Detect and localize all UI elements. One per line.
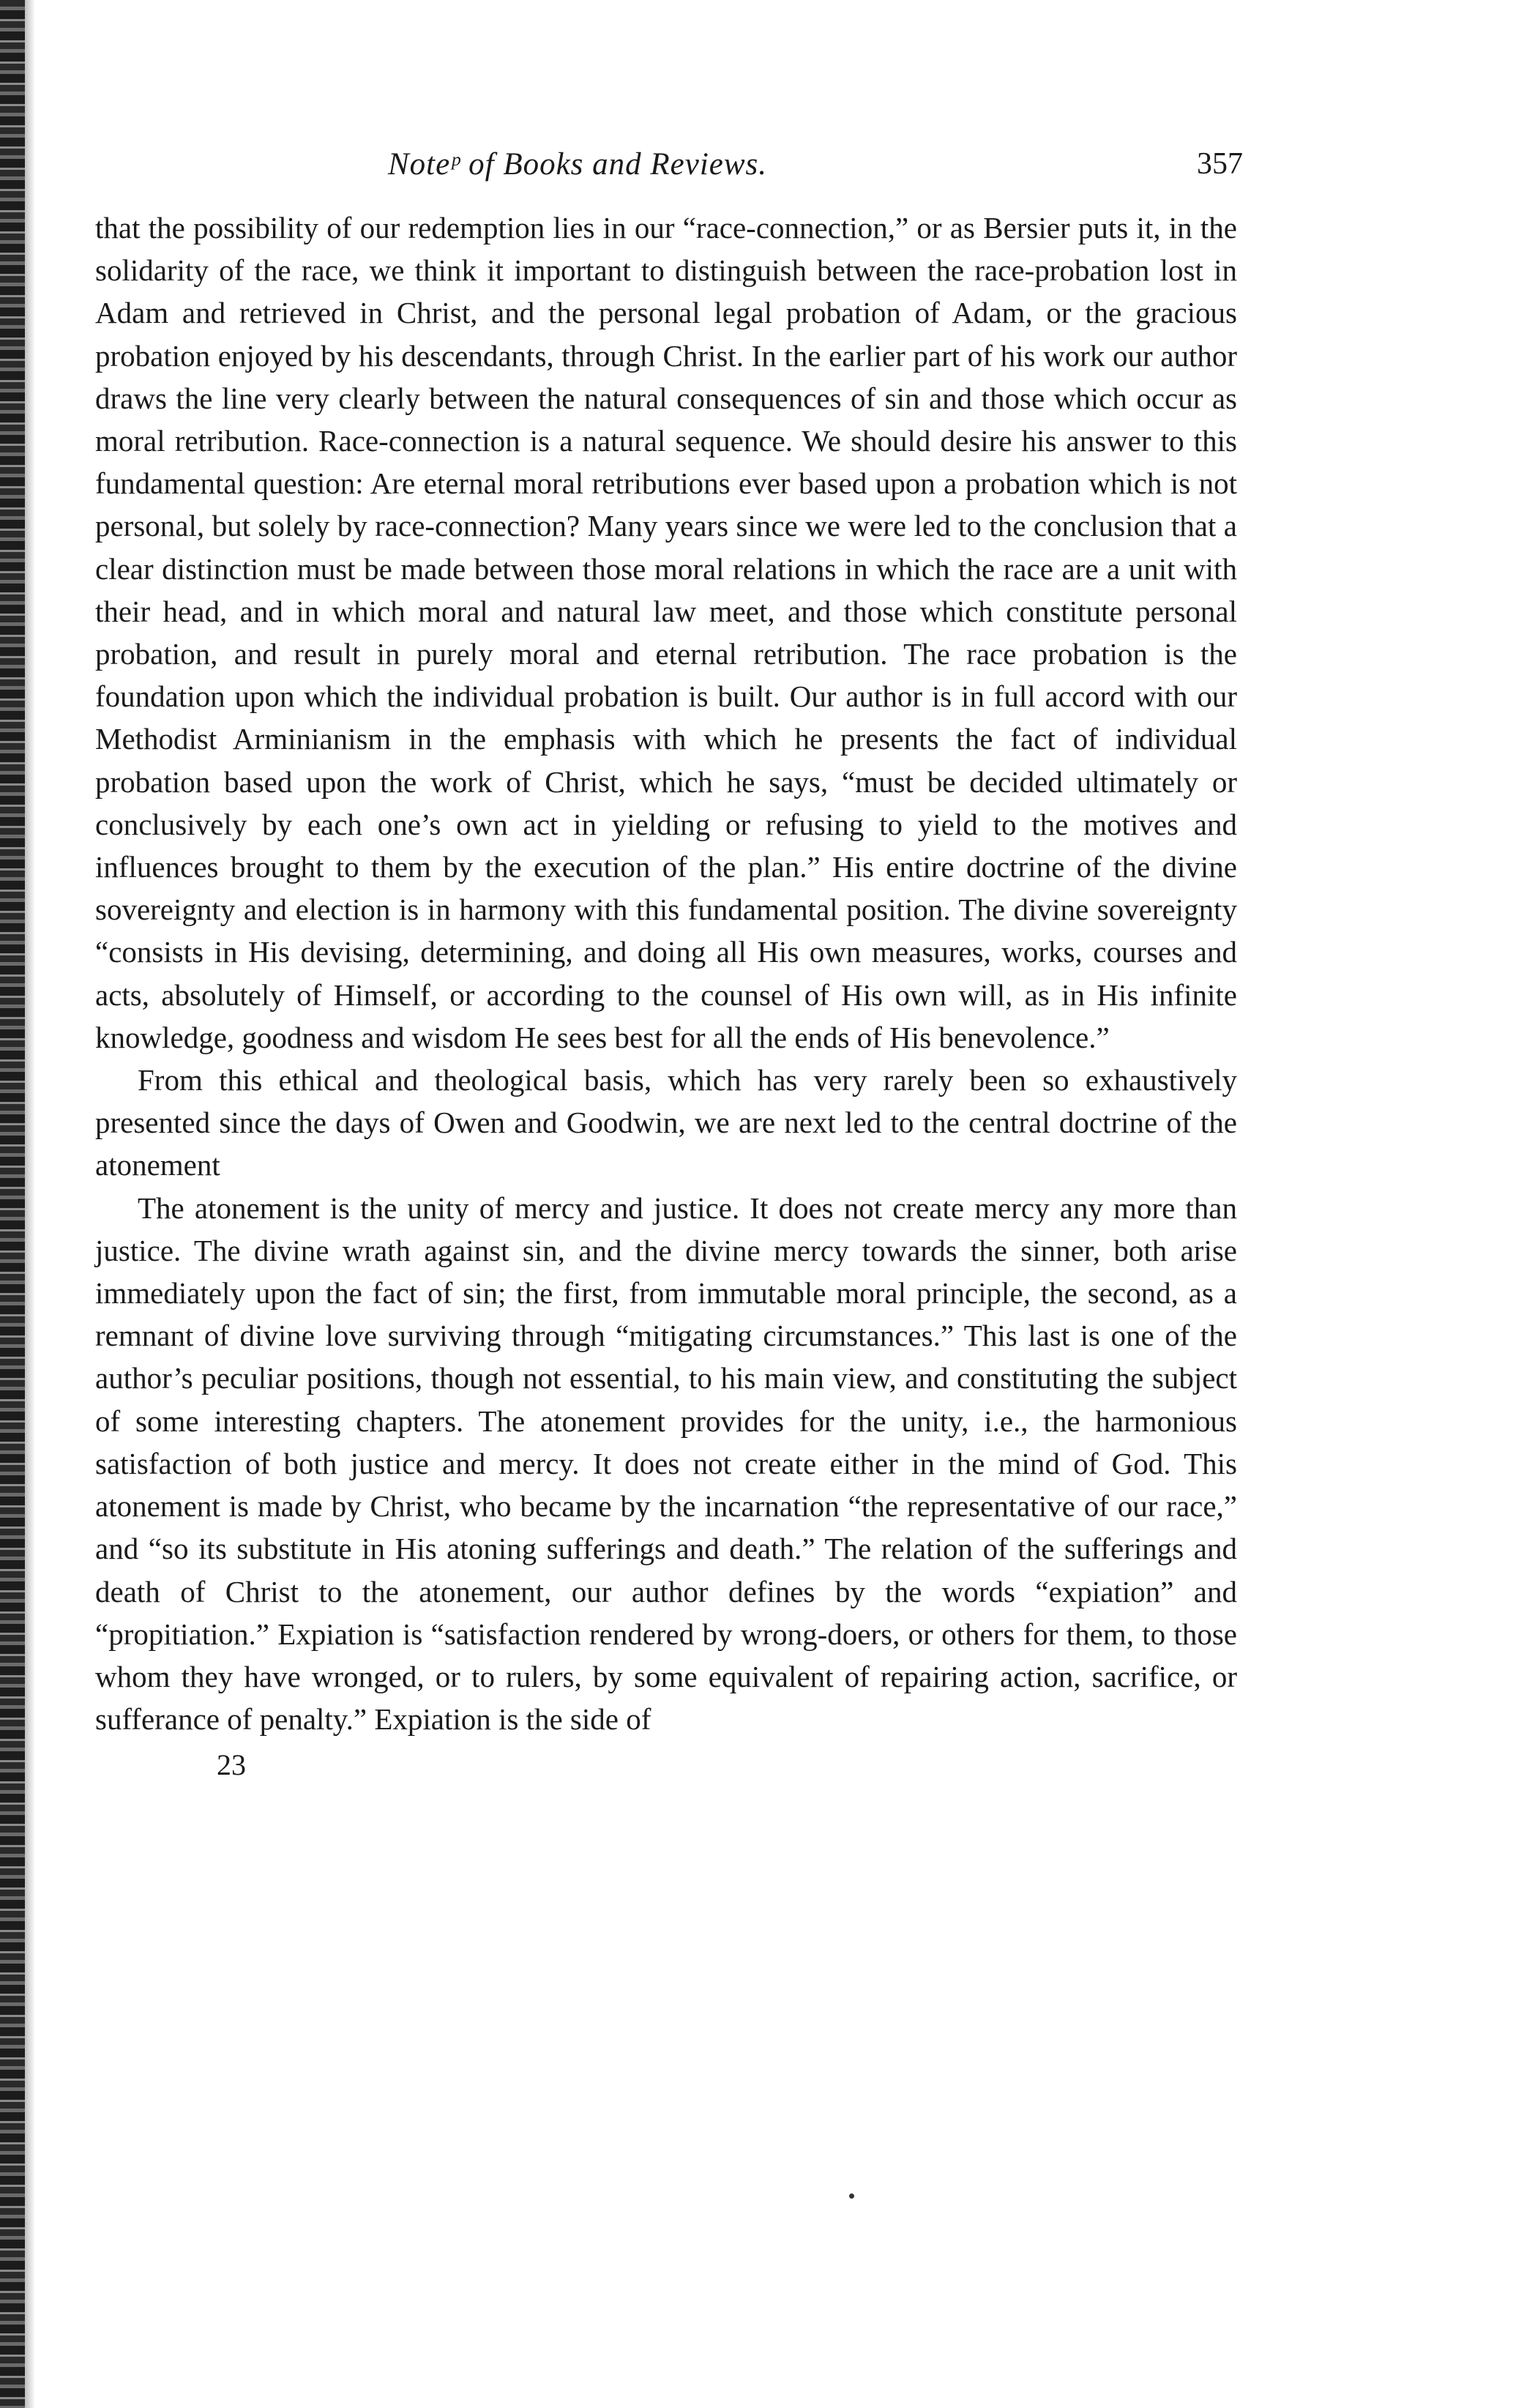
signature-mark: 23 (217, 1748, 246, 1782)
book-page (95, 146, 1243, 1782)
running-head (95, 146, 1243, 198)
paragraph-2: From this ethical and theological basis, which has very rarely been so exhaustively presented since the days of Owen and Goodwin, we are next led to the central doctrine of the atonement (95, 1063, 1237, 1182)
paragraph-3: The atonement is the unity of mercy and justice. It does not create mercy any more than justice. The divine wrath against sin, and the divine mercy towards the sinner, both arise immediately upon the fact of sin; the first, from immutable moral principle, the second, as a remnant of divine love surviving through “mitigating circumstances.” This last is one of the author’s peculiar positions, though not essential, to his main view, and constituting the subject of some interesting chapters. The atonement provides for the unity, i.e., the harmonious satisfaction of both justice and mercy. It does not create either in the mind of God. This atonement is made by Christ, who became by the incarnation “the representative of our race,” and “so its substitute in His atoning sufferings and death.” The relation of the sufferings and death of Christ to the atonement, our author defines by the words “expiation” and “propitiation.” Expiation is “satisfaction rendered by wrong-doers, or others for them, to those whom they have wronged, or to rulers, by some equivalent of repairing action, sacrifice, or sufferance of penalty.” Expiation is the side of (95, 1190, 1237, 1737)
running-title: Noteᵖ of Books and Reviews. (388, 147, 768, 182)
ink-speck (849, 2193, 854, 2199)
gutter-shadow (25, 0, 35, 2408)
paragraph-1: that the possibility of our redemption lies in our “race-connection,” or as Bersier puts it, in the solidarity of the race, we think it important to distinguish between the race-probation lost in Adam and retrieved in Christ, and the personal legal probation of Adam, or the gracious probation enjoyed by his descendants, through Christ. In the earlier part of his work our author draws the line very clearly between the natural consequences of sin and those which occur as moral retribution. Race-connection is a natural sequence. We should desire his answer to this fundamental question: Are eternal moral retributions ever based upon a probation which is not personal, but solely by race-connection? Many years since we were led to the conclusion that a clear distinction must be made between those moral relations in which the race are a unit with their head, and in which moral and natural law meet, and those which constitute personal probation, and result in purely moral and eternal retribution. The race probation is the foundation upon which the individual probation is built. Our author is in full accord with our Methodist Arminianism in the emphasis with which he presents the fact of individual probation based upon the work of Christ, which he says, “must be decided ultimately or conclusively by each one’s own act in yielding or refusing to yield to the motives and influences brought to them by the execution of the plan.” His entire doctrine of the divine sovereignty and election is in harmony with this fundamental position. The divine sovereignty “consists in His devising, determining, and doing all His own measures, works, courses and acts, absolutely of Himself, or according to the counsel of His own will, as in His infinite knowledge, goodness and wisdom He sees best for all the ends of His benevolence.” (95, 211, 1237, 1054)
book-binding-edge (0, 0, 25, 2408)
body-text (95, 206, 1237, 1740)
page-number: 357 (1197, 147, 1243, 181)
